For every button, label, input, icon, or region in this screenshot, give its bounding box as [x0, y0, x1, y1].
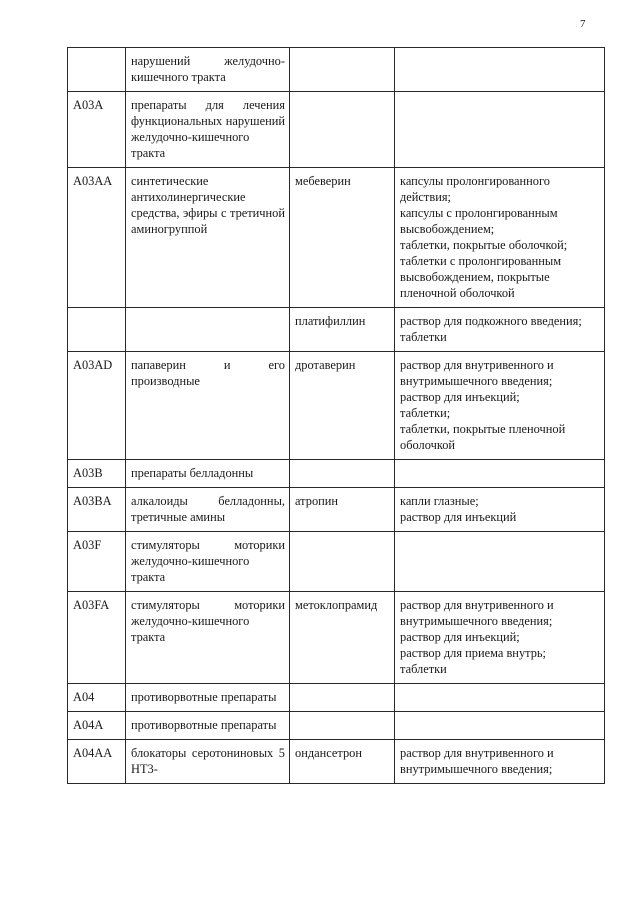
dosage-forms-cell [395, 352, 605, 460]
dosage-form-item: капсулы с пролонгированным высвобождением; [400, 206, 558, 236]
table-row [68, 352, 605, 460]
drug-table [67, 47, 605, 784]
dosage-form-item: раствор для инъекций; [400, 630, 520, 644]
dosage-form-item: капли глазные; [400, 494, 479, 508]
drug-name-cell [290, 532, 395, 592]
dosage-form-item: раствор для внутривенного и внутримышечного введения; [400, 598, 554, 628]
anatomical-therapeutic-group-cell: препараты белладонны [126, 460, 290, 488]
dosage-form-item: раствор для внутривенного и внутримышечного введения; [400, 358, 554, 388]
dosage-form-item: раствор для внутривенного и внутримышечного введения; [400, 746, 554, 776]
drug-name-cell [290, 460, 395, 488]
dosage-forms-cell [395, 740, 605, 784]
atc-code-cell [68, 48, 126, 92]
dosage-forms-cell [395, 592, 605, 684]
dosage-form-item: таблетки [400, 662, 447, 676]
drug-name-cell: ондансетрон [290, 740, 395, 784]
drug-name-cell: метоклопрамид [290, 592, 395, 684]
atc-code-cell: A03AD [68, 352, 126, 460]
dosage-forms-cell [395, 168, 605, 308]
anatomical-therapeutic-group-cell: стимуляторы моторики желудочно-кишечного тракта [126, 592, 290, 684]
anatomical-therapeutic-group-cell: папаверин и его производные [126, 352, 290, 460]
atc-code-cell: A04 [68, 684, 126, 712]
anatomical-therapeutic-group-cell: препараты для лечения функциональных нарушений желудочно-кишечного тракта [126, 92, 290, 168]
drug-name-cell: мебеверин [290, 168, 395, 308]
anatomical-therapeutic-group-cell [126, 308, 290, 352]
drug-name-cell: платифиллин [290, 308, 395, 352]
anatomical-therapeutic-group-cell: противорвотные препараты [126, 684, 290, 712]
drug-name-cell [290, 684, 395, 712]
dosage-form-item: таблетки, покрытые пленочной оболочкой [400, 422, 566, 452]
table-row [68, 712, 605, 740]
anatomical-therapeutic-group-cell: противорвотные препараты [126, 712, 290, 740]
atc-code-cell [68, 308, 126, 352]
dosage-form-item: таблетки [400, 330, 447, 344]
dosage-forms-cell [395, 48, 605, 92]
table-row [68, 308, 605, 352]
table-row [68, 48, 605, 92]
dosage-form-item: раствор для инъекций [400, 510, 517, 524]
atc-code-cell: A03B [68, 460, 126, 488]
page-number: 7 [580, 18, 586, 30]
anatomical-therapeutic-group-cell: алкалоиды белладонны, третичные амины [126, 488, 290, 532]
dosage-forms-cell [395, 460, 605, 488]
anatomical-therapeutic-group-cell: стимуляторы моторики желудочно-кишечного тракта [126, 532, 290, 592]
table-row [68, 460, 605, 488]
table-row [68, 532, 605, 592]
table-row [68, 488, 605, 532]
table-row [68, 168, 605, 308]
dosage-form-item: раствор для приема внутрь; [400, 646, 546, 660]
table-row [68, 592, 605, 684]
table-row [68, 684, 605, 712]
drug-name-cell [290, 48, 395, 92]
atc-code-cell: A03F [68, 532, 126, 592]
drug-table-body [68, 48, 605, 784]
dosage-form-item: раствор для инъекций; [400, 390, 520, 404]
dosage-forms-cell [395, 92, 605, 168]
atc-code-cell: A03AA [68, 168, 126, 308]
dosage-form-item: раствор для подкожного введения; [400, 314, 582, 328]
dosage-forms-cell [395, 308, 605, 352]
anatomical-therapeutic-group-cell: блокаторы серотониновых 5 HT3- [126, 740, 290, 784]
atc-code-cell: A03A [68, 92, 126, 168]
dosage-form-item: таблетки с пролонгированным высвобождением, покрытые пленочной оболочкой [400, 254, 562, 300]
dosage-forms-cell [395, 488, 605, 532]
drug-name-cell [290, 92, 395, 168]
dosage-forms-cell [395, 684, 605, 712]
atc-code-cell: A03BA [68, 488, 126, 532]
anatomical-therapeutic-group-cell: синтетические антихолинергические средства, эфиры с третичной аминогруппой [126, 168, 290, 308]
drug-name-cell [290, 712, 395, 740]
atc-code-cell: A04A [68, 712, 126, 740]
dosage-form-item: таблетки; [400, 406, 451, 420]
dosage-form-item: таблетки, покрытые оболочкой; [400, 238, 568, 252]
dosage-forms-cell [395, 712, 605, 740]
table-row [68, 92, 605, 168]
dosage-form-item: капсулы пролонгированного действия; [400, 174, 550, 204]
atc-code-cell: A04AA [68, 740, 126, 784]
dosage-forms-cell [395, 532, 605, 592]
atc-code-cell: A03FA [68, 592, 126, 684]
drug-name-cell: дротаверин [290, 352, 395, 460]
table-row [68, 740, 605, 784]
drug-name-cell: атропин [290, 488, 395, 532]
anatomical-therapeutic-group-cell: нарушений желудочно-кишечного тракта [126, 48, 290, 92]
